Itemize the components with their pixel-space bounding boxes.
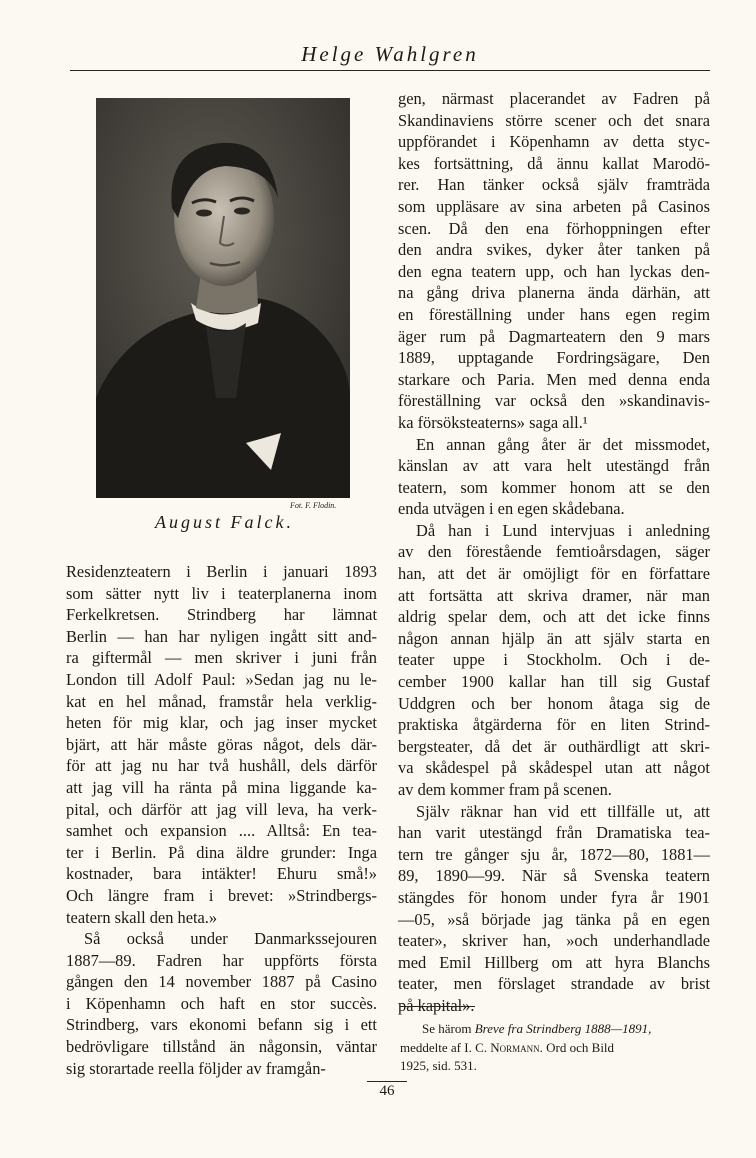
text-line: en föreställning under hans egen regim (398, 304, 710, 324)
text-line: av den förestående femtioårsdagen, säger (398, 542, 710, 562)
text-line: med Emil Hillberg om att hyra Blanchs (398, 952, 710, 972)
text-line: starkare och Paria. Men med denna enda (398, 369, 710, 389)
footnote-rule (400, 1006, 475, 1007)
text-line: Då han i Lund intervjuas i anledning (416, 520, 710, 540)
page-number: 46 (367, 1081, 407, 1100)
text-line: na gång driva planerna ända därhän, att (398, 283, 710, 303)
text-line: som sätter nytt liv i teaterplanerna inom (66, 583, 377, 603)
text-line: samhet och expansion .... Alltså: En tea- (66, 821, 377, 841)
text-line: för att jag nu har två hushåll, dels därför (66, 756, 377, 776)
text-line: uppförandet i Köpenhamn av detta styc- (398, 132, 710, 152)
text-line: stängdes för honom under fyra år 1901 (398, 887, 710, 907)
text-line: scen. Då den ena förhoppningen efter (398, 218, 710, 238)
running-head: Helge Wahlgren (301, 42, 479, 66)
text-line: Och längre fram i brevet: »Strindbergs- (66, 885, 377, 905)
text-line: teater, men förslaget strandade av brist (398, 974, 710, 994)
footnote-title: Breve fra Strindberg 1888—1891, (474, 1021, 652, 1036)
text-line: på kapital». (398, 995, 475, 1015)
text-line: Berlin — han har nyligen ingått sitt and- (66, 626, 377, 646)
text-line: i Köpenhamn och haft en stor succès. (66, 993, 377, 1013)
text-line: gången den 14 november 1887 på Casino (66, 972, 377, 992)
photo-credit: Fot. F. Flodin. (290, 501, 337, 510)
text-line: Ferkelkretsen. Strindberg har lämnat (66, 605, 377, 625)
left-column (66, 561, 377, 1079)
text-line: kostnader, bara intäkter! Ehuru små!» (66, 864, 377, 884)
text-line: 89, 1890—99. När så Svenska teatern (398, 866, 710, 886)
footnote-line3: 1925, sid. 531. (400, 1058, 477, 1073)
text-line: bedrövligare tillstånd än någonsin, väntar (66, 1037, 377, 1057)
text-line: känslan av att vara helt utestängd från (398, 456, 710, 476)
text-line: av dem kommer fram på scenen. (398, 780, 612, 799)
footnote-lead: Se härom (422, 1021, 475, 1036)
text-line: föreställning var också den »skandinavis- (398, 391, 710, 411)
text-line: Själv räknar han vid ett tillfälle ut, att (416, 801, 710, 821)
text-line: praktiska åtgärderna för en liten Strind- (398, 715, 710, 735)
text-line: den egna teatern upp, och han lyckas den- (398, 261, 710, 281)
footnote-line2-a: meddelte af I. C. (400, 1039, 491, 1055)
text-line: heten för mig klar, och jag inser mycket (66, 713, 377, 733)
text-line: kes fortsättning, då ännu kallat Marodö- (398, 153, 710, 173)
portrait-photo (96, 98, 350, 498)
text-line: den andra svikes, dyker åter tanken på (398, 240, 710, 260)
text-line: bergsteater, då det är outhärdligt att skri- (398, 736, 710, 756)
text-line: teater uppe i Stockholm. Och i de- (398, 650, 710, 670)
text-line: tern tre gånger sju år, 1872—80, 1881— (398, 844, 710, 864)
text-line: 1889, upptagande Fordringsägare, Den (398, 348, 710, 368)
text-line: Skandinaviens större scener och det snara (398, 110, 710, 130)
text-line: Så också under Danmarkssejouren (84, 929, 377, 949)
text-line: ra giftermål — men skriver i juni från (66, 648, 377, 668)
text-line: —05, »så började jag tänka på en egen (398, 909, 710, 929)
text-line: London till Adolf Paul: »Sedan jag nu le- (66, 669, 377, 689)
text-line: som uppläsare av sina arbeten på Casinos (398, 196, 710, 216)
text-line: att jag vill ha ränta på mina liggande ka- (66, 777, 377, 797)
text-line: gen, närmast placerandet av Fadren på (398, 89, 710, 108)
text-line: någon annan hjälp än att själv starta en (398, 628, 710, 648)
text-line: rer. Han tänker också själv framträda (398, 175, 710, 195)
footnote-line2-b: . Ord och Bild (539, 1039, 615, 1055)
text-line: 1887—89. Fadren har uppförts första (66, 950, 377, 970)
portrait-illustration (96, 98, 350, 498)
text-line: äger rum på Dagmarteatern den 9 mars (398, 326, 710, 346)
text-line: pital, och därför att jag vill leva, ha verk- (66, 799, 377, 819)
text-line: Uddgren och ber honom åtaga sig de (398, 693, 710, 713)
text-line: att fortsätta att skriva dramer, när man (398, 585, 710, 605)
text-line: ka försöksteaterns» saga all.¹ (398, 412, 588, 432)
text-line: enda utvägen i en egen skådebana. (398, 499, 625, 519)
text-line: han, att det är omöjligt för en författare (398, 564, 710, 584)
header-rule (70, 70, 710, 71)
text-line: En annan gång åter är det missmodet, (416, 434, 710, 454)
text-line: teatern skall den heta.» (66, 907, 218, 927)
text-line: bjärt, att här måste göras något, dels där- (66, 734, 377, 754)
text-line: han varit utestängd från Dramatiska tea- (398, 823, 710, 843)
footnote-editor: Normann (490, 1039, 540, 1055)
text-line: Strindberg, vars ekonomi befann sig i ett (66, 1015, 377, 1035)
portrait-caption: August Falck. (155, 512, 294, 532)
footnote (400, 1020, 710, 1076)
text-line: aldrig spelar dem, och att det icke finns (398, 607, 710, 627)
text-line: sig storartade reella följder av framgån- (66, 1058, 326, 1078)
text-line: teatern, som kommer honom att se den (398, 477, 710, 497)
text-line: teater», skriver han, »och underhandlade (398, 931, 710, 951)
text-line: cember 1900 kallar han till sig Gustaf (398, 672, 710, 692)
text-line: Residenzteatern i Berlin i januari 1893 (66, 562, 377, 581)
text-line: va skådespel på skådespel utan att något (398, 758, 710, 778)
right-column (398, 88, 710, 1017)
text-line: kat en hel månad, framstår hela verklig- (66, 691, 377, 711)
text-line: ter i Berlin. På dina äldre grunder: Inga (66, 842, 377, 862)
